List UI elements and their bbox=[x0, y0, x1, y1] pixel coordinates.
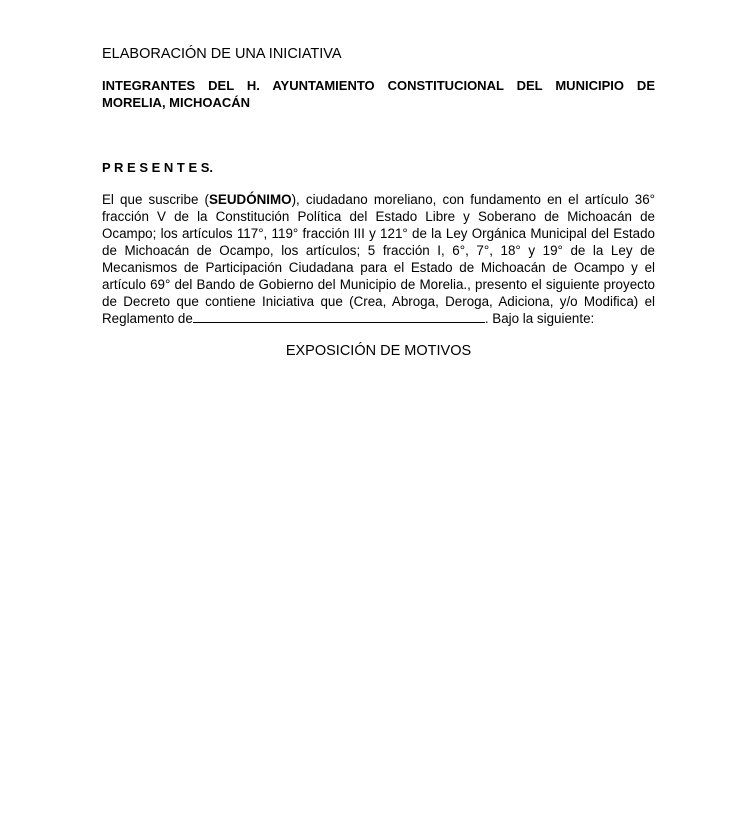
body-line: fracción V de la Constitución Política del Estado Libre y Soberano de Michoacán de bbox=[102, 209, 655, 225]
body-line: Mecanismos de Participación Ciudadana para el Estado de Michoacán de Ocampo y el bbox=[102, 260, 655, 276]
body-line: de Decreto que contiene Iniciativa que (Crea, Abroga, Deroga, Adiciona, y/o Modifica) el bbox=[102, 294, 655, 310]
pseudonym-placeholder: SEUDÓNIMO bbox=[209, 192, 292, 207]
addressee-line: MORELIA, MICHOACÁN bbox=[102, 95, 251, 110]
body-line: de Michoacán de Ocampo, los artículos; 5 fracción I, 6°, 7°, 18° y 19° de la Ley de bbox=[102, 243, 655, 259]
document-title: ELABORACIÓN DE UNA INICIATIVA bbox=[102, 46, 342, 62]
salutation: P R E S E N T E S. bbox=[102, 160, 214, 175]
body-line bbox=[102, 191, 655, 208]
regulation-name-blank bbox=[193, 310, 485, 323]
body-paragraph bbox=[102, 191, 655, 327]
body-text-segment: Reglamento de bbox=[102, 311, 193, 327]
addressee-line: INTEGRANTES DEL H. AYUNTAMIENTO CONSTITUCIONAL DEL MUNICIPIO DE bbox=[102, 78, 655, 93]
body-text-segment: El que suscribe ( bbox=[102, 192, 209, 207]
body-line: artículo 69° del Bando de Gobierno del Municipio de Morelia., presento el siguiente proyecto bbox=[102, 277, 655, 293]
body-text-segment: . Bajo la siguiente: bbox=[484, 311, 595, 327]
addressee-block bbox=[102, 77, 655, 111]
section-heading: EXPOSICIÓN DE MOTIVOS bbox=[285, 343, 472, 359]
body-line bbox=[102, 310, 655, 327]
body-line: Ocampo; los artículos 117°, 119° fracción III y 121° de la Ley Orgánica Municipal del Estado bbox=[102, 226, 655, 242]
body-text-segment: ), ciudadano moreliano, con fundamento en el artículo 36° bbox=[291, 192, 656, 207]
